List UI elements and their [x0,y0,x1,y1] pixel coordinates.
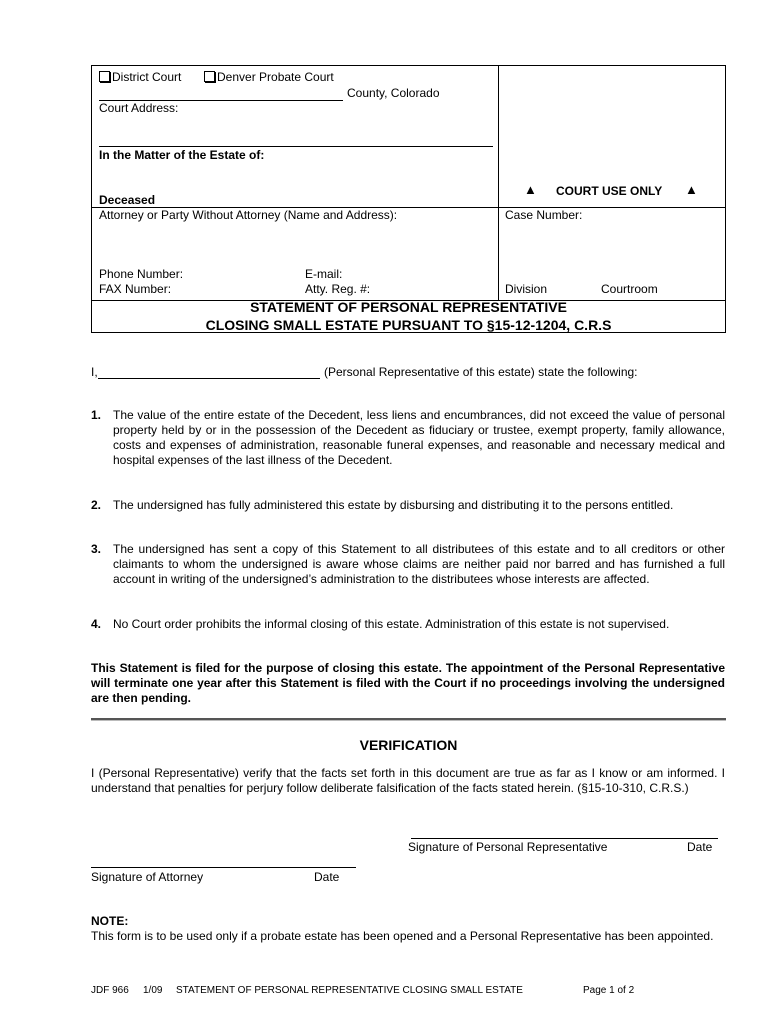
footer-form-id: JDF 966 [91,985,129,996]
atty-reg-label: Atty. Reg. #: [305,282,371,296]
item-number: 4. [91,617,102,631]
division-label: Division [505,282,548,296]
phone-label: Phone Number: [99,267,184,281]
title-line-2: CLOSING SMALL ESTATE PURSUANT TO §15-12-1204, C.R.S [205,317,612,333]
statement-note: This Statement is filed for the purpose of closing this estate. The appointment of the Personal Representative will terminate one year after this Statement is filed with the Court if no proceedings involving the undersigned are then pending. [91,661,725,705]
matter-label: In the Matter of the Estate of: [99,148,265,162]
court-use-only: COURT USE ONLY [556,184,663,198]
pr-name-blank[interactable] [98,378,320,379]
courtroom-label: Courtroom [601,282,658,296]
item-number: 1. [91,408,102,422]
attorney-signature-line[interactable] [91,867,356,868]
section-separator [91,718,726,721]
deceased-label: Deceased [99,193,156,207]
district-court-option[interactable]: District Court [99,70,181,84]
footer-revision: 1/09 [143,985,163,996]
pr-signature-line[interactable] [411,838,718,839]
district-court-checkbox[interactable] [99,71,110,82]
fax-label: FAX Number: [99,282,172,296]
item-text: No Court order prohibits the informal closing of this estate. Administration of this estate is not supervised. [113,617,670,631]
footer-form-title: STATEMENT OF PERSONAL REPRESENTATIVE CLOSING SMALL ESTATE [176,985,523,996]
county-label: County, Colorado [347,86,440,100]
email-label: E-mail: [305,267,343,281]
note-heading: NOTE: [91,914,129,928]
item-text: The undersigned has sent a copy of this Statement to all distributees of this estate and to all creditors or other claimants to whom the undersigned is aware whose claims are neither paid nor barred and has furnished a full account in writing of the undersigned’s administration to the distributees whose interests are affected. [113,542,725,586]
verification-heading: VERIFICATION [359,737,458,753]
item-text: The undersigned has fully administered this estate by disbursing and distributing it to the persons entitled. [113,498,674,512]
intro-prefix: I, [91,365,98,379]
intro-suffix: (Personal Representative of this estate) state the following: [324,365,638,379]
title-line-1: STATEMENT OF PERSONAL REPRESENTATIVE [250,299,567,315]
court-address-line [99,146,493,147]
pr-signature-label: Signature of Personal Representative [408,840,608,854]
court-address-label: Court Address: [99,101,179,115]
triangle-up-icon: ▲ [685,182,698,197]
footer-page: Page 1 of 2 [583,985,635,996]
attorney-date-label: Date [314,870,340,884]
note-text: This form is to be used only if a probate estate has been opened and a Personal Representative has been appointed. [91,929,714,943]
attorney-signature-label: Signature of Attorney [91,870,204,884]
denver-probate-option[interactable]: Denver Probate Court [204,70,334,84]
denver-probate-checkbox[interactable] [204,71,215,82]
attorney-label: Attorney or Party Without Attorney (Name and Address): [99,208,398,222]
pr-date-label: Date [687,840,713,854]
triangle-up-icon: ▲ [524,182,537,197]
item-text: The value of the entire estate of the Decedent, less liens and encumbrances, did not exceed the value of personal property held by or in the possession of the Decedent as fiduciary or trustee, exempt property, family allowance, costs and expenses of administration, reasonable funeral expenses, and reasonable and necessary medical and hospital expenses of the last illness of the Decedent. [113,408,725,467]
case-number-label: Case Number: [505,208,583,222]
item-number: 3. [91,542,102,556]
caption-divider-vertical [498,65,499,301]
item-number: 2. [91,498,102,512]
document-title [91,298,726,334]
verification-text: I (Personal Representative) verify that the facts set forth in this document are true as far as I know or am informed. I understand that penalties for perjury follow deliberate falsification of the facts stated herein. (§15-10-310, C.R.S.) [91,766,725,795]
